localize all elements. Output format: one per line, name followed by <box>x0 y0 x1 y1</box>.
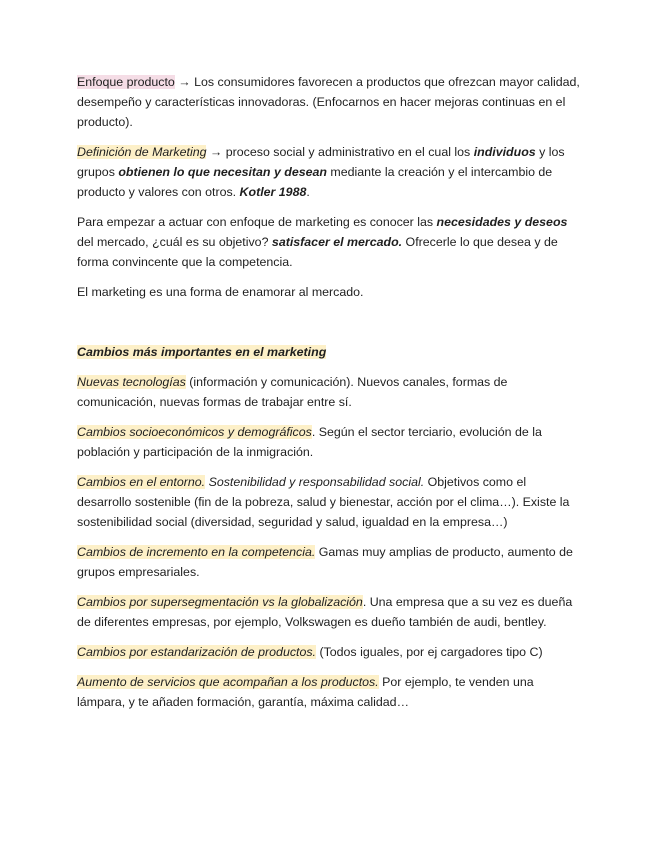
bold-text: necesidades y deseos <box>436 215 568 229</box>
item-text: Gamas muy amplias de producto, aumento de grupos empresariales. <box>77 545 573 579</box>
spacer <box>77 312 581 342</box>
item-term: Cambios por supersegmentación vs la globalización <box>77 595 363 609</box>
item-term: Cambios de incremento en la competencia. <box>77 545 316 559</box>
item-text: Por ejemplo, te venden una lámpara, y te añaden formación, garantía, máxima calidad… <box>77 675 534 709</box>
paragraph-text: y los grupos <box>77 145 565 179</box>
paragraph-text: . <box>306 185 310 199</box>
item-text: . Una empresa que a su vez es dueña de diferentes empresas, por ejemplo, Volkswagen es dueño también de audi, bentley. <box>77 595 573 629</box>
paragraph-enfoque-producto <box>77 72 581 132</box>
paragraph-text: Ofrecerle lo que desea y de forma convincente que la competencia. <box>77 235 558 269</box>
item-term: Cambios en el entorno. <box>77 475 206 489</box>
list-item <box>77 472 581 532</box>
list-item <box>77 642 581 662</box>
list-item <box>77 542 581 582</box>
item-subterm: Sostenibilidad y responsabilidad social. <box>205 475 425 489</box>
paragraph-text: proceso social y administrativo en el cual los <box>225 145 474 159</box>
section-heading <box>77 342 581 362</box>
item-text: Objetivos como el desarrollo sostenible (fin de la pobreza, salud y bienestar, acción por el clima…). Existe la sostenibilidad social (diversidad, seguridad y salud, igualdad en la empresa…) <box>77 475 570 529</box>
list-item <box>77 372 581 412</box>
term-definicion-marketing: Definición de Marketing <box>77 145 207 159</box>
item-text: . Según el sector terciario, evolución de la población y participación de la inmigración. <box>77 425 542 459</box>
paragraph-text: Para empezar a actuar con enfoque de marketing es conocer las <box>77 215 437 229</box>
bold-text: satisfacer el mercado. <box>271 235 403 249</box>
item-text: (Todos iguales, por ej cargadores tipo C) <box>316 645 543 659</box>
bold-text: individuos <box>473 145 536 159</box>
item-term: Cambios por estandarización de productos. <box>77 645 316 659</box>
citation: Kotler 1988 <box>239 185 307 199</box>
paragraph-text: mediante la creación y el intercambio de producto y valores con otros. <box>77 165 553 199</box>
heading-text: Cambios más importantes en el marketing <box>77 345 327 359</box>
paragraph-enamorar: El marketing es una forma de enamorar al mercado. <box>77 285 364 299</box>
paragraph-text: del mercado, ¿cuál es su objetivo? <box>77 235 272 249</box>
item-term: Aumento de servicios que acompañan a los productos. <box>77 675 379 689</box>
arrow: → <box>174 75 195 89</box>
paragraph-enfoque-marketing <box>77 212 581 272</box>
arrow: → <box>206 145 226 159</box>
list-item <box>77 422 581 462</box>
paragraph-definicion-marketing <box>77 142 581 202</box>
bold-text: obtienen lo que necesitan y desean <box>118 165 327 179</box>
paragraph-text: Los consumidores favorecen a productos que ofrezcan mayor calidad, desempeño y características innovadoras. (Enfocarnos en hacer mejoras continuas en el producto). <box>77 75 580 129</box>
item-text: (información y comunicación). Nuevos canales, formas de comunicación, nuevas formas de trabajar entre sí. <box>77 375 508 409</box>
list-item <box>77 672 581 712</box>
item-term: Nuevas tecnologías <box>77 375 186 389</box>
list-item <box>77 592 581 632</box>
term-enfoque-producto: Enfoque producto <box>77 75 175 89</box>
item-term: Cambios socioeconómicos y demográficos <box>77 425 312 439</box>
